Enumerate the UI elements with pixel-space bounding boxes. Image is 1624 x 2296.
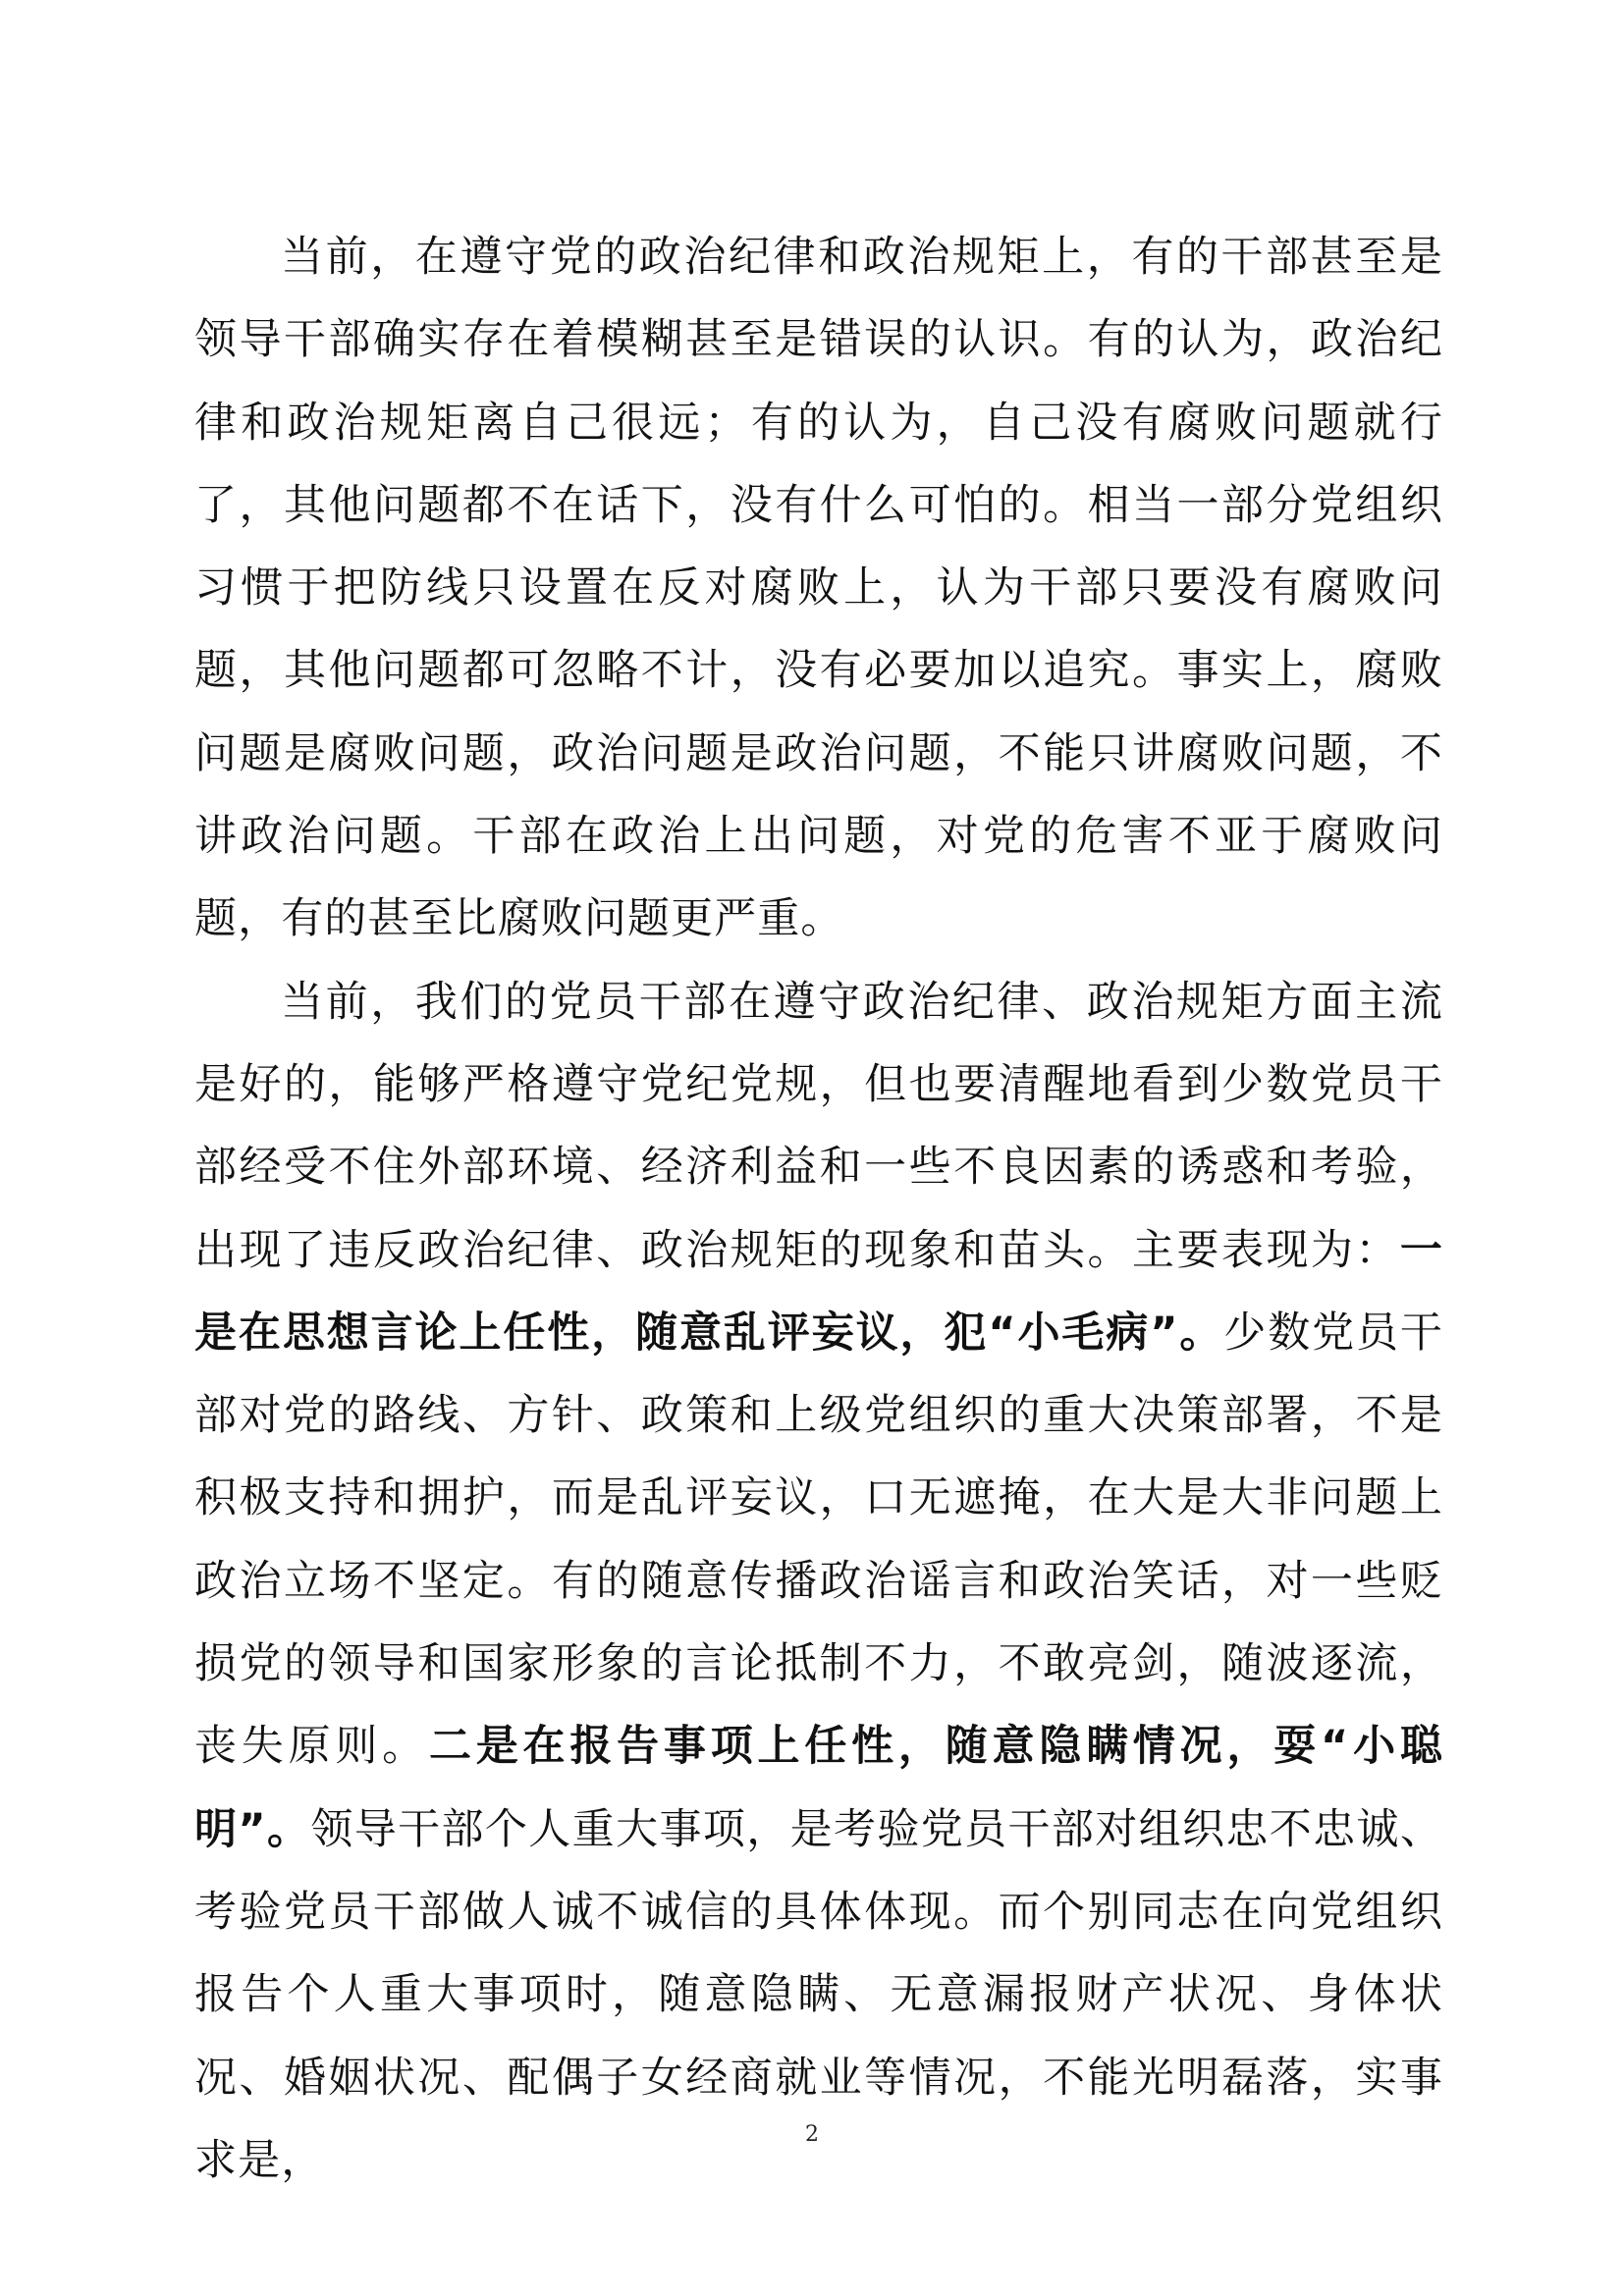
paragraph-1 xyxy=(194,216,1443,961)
point-two-heading: 二是在报告事项上任性，随意隐瞒情况，耍“小聪明”。 xyxy=(194,1722,1443,1854)
paragraph-2 xyxy=(194,961,1443,2202)
point-two-body: 领导干部个人重大事项，是考验党员干部对组织忠不忠诚、考验党员干部做人诚不诚信的具体体现。而个别同志在向党组织报告个人重大事项时，随意隐瞒、无意漏报财产状况、身体状况、婚姻状况、配偶子女经商就业等情况，不能光明磊落，实事求是， xyxy=(194,1804,1443,2185)
point-one-body: 少数党员干部对党的路线、方针、政策和上级党组织的重大决策部署，不是积极支持和拥护，而是乱评妄议，口无遮掩，在大是大非问题上政治立场不坚定。有的随意传播政治谣言和政治笑话，对一些贬损党的领导和国家形象的言论抵制不力，不敢亮剑，随波逐流，丧失原则。 xyxy=(194,1308,1444,1772)
paragraph-2-intro: 当前，我们的党员干部在遵守政治纪律、政治规矩方面主流是好的，能够严格遵守党纪党规，但也要清醒地看到少数党员干部经受不住外部环境、经济利益和一些不良因素的诱惑和考验，出现了违反政治纪律、政治规矩的现象和苗头。主要表现为： xyxy=(194,977,1443,1275)
document-body xyxy=(194,216,1443,2202)
point-one-heading: 一是在思想言论上任性，随意乱评妄议，犯“小毛病”。 xyxy=(194,1225,1443,1358)
page-number: 2 xyxy=(805,2122,819,2147)
paragraph-1-text: 当前，在遵守党的政治纪律和政治规矩上，有的干部甚至是领导干部确实存在着模糊甚至是错误的认识。有的认为，政治纪律和政治规矩离自己很远；有的认为，自己没有腐败问题就行了，其他问题都不在话下，没有什么可怕的。相当一部分党组织习惯于把防线只设置在反对腐败上，认为干部只要没有腐败问题，其他问题都可忽略不计，没有必要加以追究。事实上，腐败问题是腐败问题，政治问题是政治问题，不能只讲腐败问题，不讲政治问题。干部在政治上出问题，对党的危害不亚于腐败问题，有的甚至比腐败问题更严重。 xyxy=(194,233,1443,944)
